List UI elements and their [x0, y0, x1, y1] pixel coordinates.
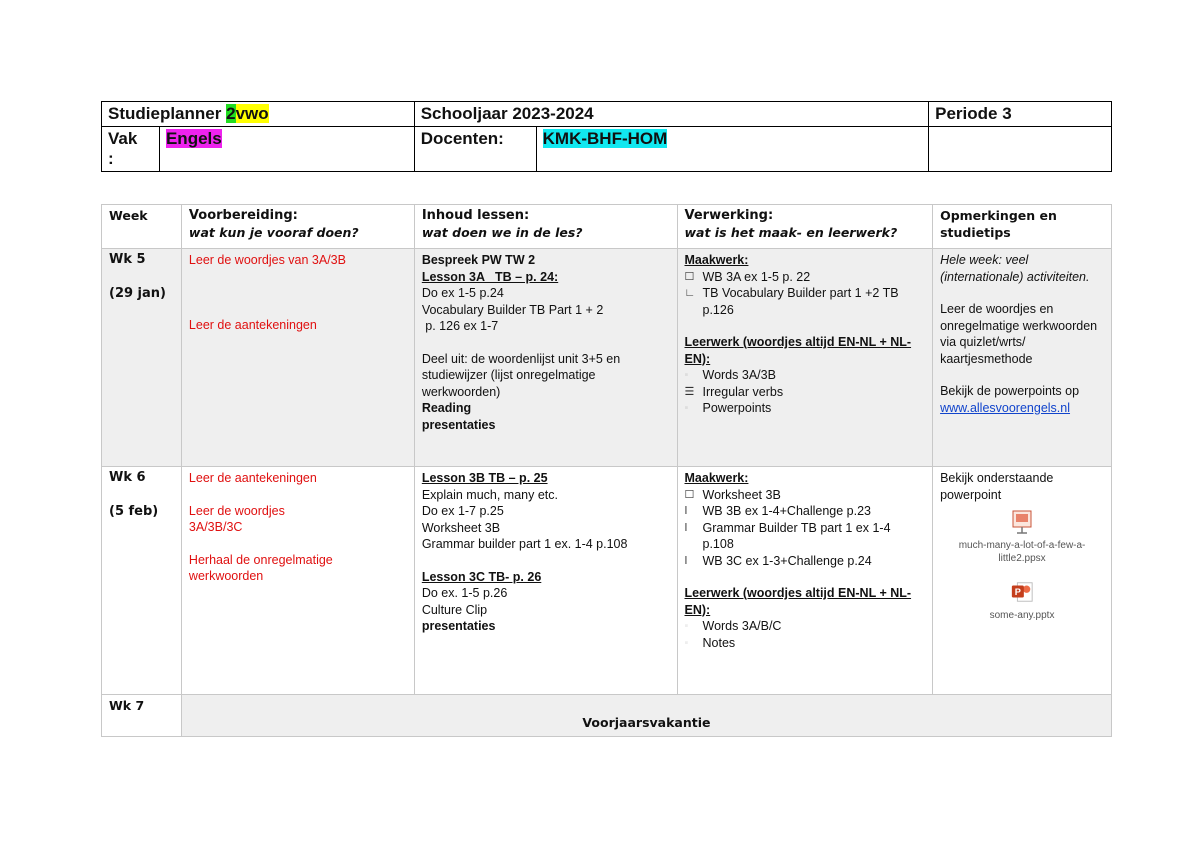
col-opmerkingen: Opmerkingen en studietips — [933, 205, 1112, 249]
inhoud-cell: Lesson 3B TB – p. 25 Explain much, many etc. Do ex 1-7 p.25 Worksheet 3B Grammar builder part 1 ex. 1-4 p.108 Lesson 3C TB- p. 26 Do ex. 1-5 p.26 Culture Clip presentaties — [414, 467, 677, 695]
docenten-value: KMK-BHF-HOM — [536, 127, 928, 172]
verwerking-cell: Maakwerk: ☐ Worksheet 3B ǀ WB 3B ex 1-4+Challenge p.23 ǀ Grammar Builder TB part 1 ex 1-4 p.108 ǀ WB 3C ex 1-3+Challenge p.24 Leerwerk (woordjes altijd EN-NL + NL-EN): ▪ Words 3A/B/C ▪ Notes — [677, 467, 933, 695]
opmerkingen-cell: Hele week: veel (internationale) activiteiten. Leer de woordjes en onregelmatige werkwoorden via quizlet/wrts/ kaartjesmethode Bekijk de powerpoints op www.allesvoorengels.nl — [933, 249, 1112, 467]
list-item: ☐ WB 3A ex 1-5 p. 22 — [684, 269, 811, 284]
inhoud-cell: Bespreek PW TW 2 Lesson 3A TB – p. 24: Do ex 1-5 p.24 Vocabulary Builder TB Part 1 + 2 p. 126 ex 1-7 Deel uit: de woordenlijst unit 3+5 en studiewijzer (lijst onregelmatige werkwoorden) Reading presentaties — [414, 249, 677, 467]
corner-icon: ∟ — [684, 287, 696, 299]
bar-icon: ǀ — [684, 505, 688, 517]
list-item: ǀ WB 3C ex 1-3+Challenge p.24 — [684, 553, 872, 568]
list-item: ☐ Worksheet 3B — [684, 487, 781, 502]
periode: Periode 3 — [929, 102, 1112, 127]
table-header-row — [102, 205, 1112, 249]
checkbox-icon: ▪ — [684, 620, 689, 632]
vak-label: Vak : — [102, 127, 160, 172]
level-number: 2 — [226, 104, 236, 123]
planner-table — [101, 204, 1112, 737]
list-item: ǀ WB 3B ex 1-4+Challenge p.23 — [684, 504, 872, 518]
svg-text:P: P — [1014, 587, 1021, 598]
list-item: ▪ Words 3A/B/C — [684, 619, 782, 633]
checkbox-icon: ▪ — [684, 402, 689, 414]
vak-value: Engels — [159, 127, 414, 172]
ppsx-attachment[interactable]: much-many-a-lot-of-a-few-a-little2.ppsx — [940, 509, 1104, 565]
voorbereiding-cell: Leer de woordjes van 3A/3B Leer de aantekeningen — [181, 249, 414, 467]
schooljaar: Schooljaar 2023-2024 — [414, 102, 928, 127]
list-item: ▪ Powerpoints — [684, 401, 772, 415]
list-item: ǀ Grammar Builder TB part 1 ex 1-4 p.108 — [684, 520, 891, 551]
vakantie-cell: Voorjaarsvakantie — [181, 695, 1111, 737]
week-cell: Wk 5 (29 jan) — [102, 249, 182, 467]
week-cell: Wk 7 — [102, 695, 182, 737]
table-row — [102, 695, 1112, 737]
checkbox-icon: ▪ — [684, 369, 689, 381]
bar-icon: ǀ — [684, 554, 688, 567]
list-item: ▪ Words 3A/3B — [684, 368, 776, 382]
docenten-label: Docenten: — [414, 127, 536, 172]
week-cell: Wk 6 (5 feb) — [102, 467, 182, 695]
checkbox-icon: ☐ — [684, 270, 695, 283]
list-item: ☰ Irregular verbs — [684, 384, 784, 399]
checkbox-icon: ▪ — [684, 636, 689, 649]
studieplanner-title: Studieplanner 2vwo — [102, 102, 415, 127]
voorbereiding-cell: Leer de aantekeningen Leer de woordjes 3A/3B/3C Herhaal de onregelmatige werkwoorden — [181, 467, 414, 695]
list-item: ▪ Notes — [684, 635, 736, 650]
table-row — [102, 467, 1112, 695]
col-inhoud: Inhoud lessen: wat doen we in de les? — [414, 205, 677, 249]
checkbox-icon: ☐ — [684, 488, 695, 501]
bar-icon: ǀ — [684, 521, 688, 534]
header-table — [101, 101, 1112, 172]
level-name: vwo — [235, 104, 269, 123]
allesvoorengels-link[interactable]: www.allesvoorengels.nl — [940, 400, 1071, 415]
powerpoint-file-icon — [1010, 579, 1034, 605]
empty-cell — [929, 127, 1112, 172]
opmerkingen-cell: Bekijk onderstaande powerpoint much-many-a-lot-of-a-few-a-little2.ppsx P some-any.pptx — [933, 467, 1112, 695]
col-verwerking: Verwerking: wat is het maak- en leerwerk? — [677, 205, 933, 249]
table-row — [102, 249, 1112, 467]
col-week: Week — [102, 205, 182, 249]
pptx-attachment[interactable]: P some-any.pptx — [940, 579, 1104, 622]
slideshow-file-icon — [1010, 509, 1034, 535]
list-item: ∟ TB Vocabulary Builder part 1 +2 TB p.126 — [684, 286, 899, 317]
col-voorbereiding: Voorbereiding: wat kun je vooraf doen? — [181, 205, 414, 249]
lines-icon: ☰ — [684, 385, 695, 398]
verwerking-cell: Maakwerk: ☐ WB 3A ex 1-5 p. 22 ∟ TB Vocabulary Builder part 1 +2 TB p.126 Leerwerk (woordjes altijd EN-NL + NL-EN): ▪ Words 3A/3B ☰ Irregular verbs ▪ Powerpoints — [677, 249, 933, 467]
